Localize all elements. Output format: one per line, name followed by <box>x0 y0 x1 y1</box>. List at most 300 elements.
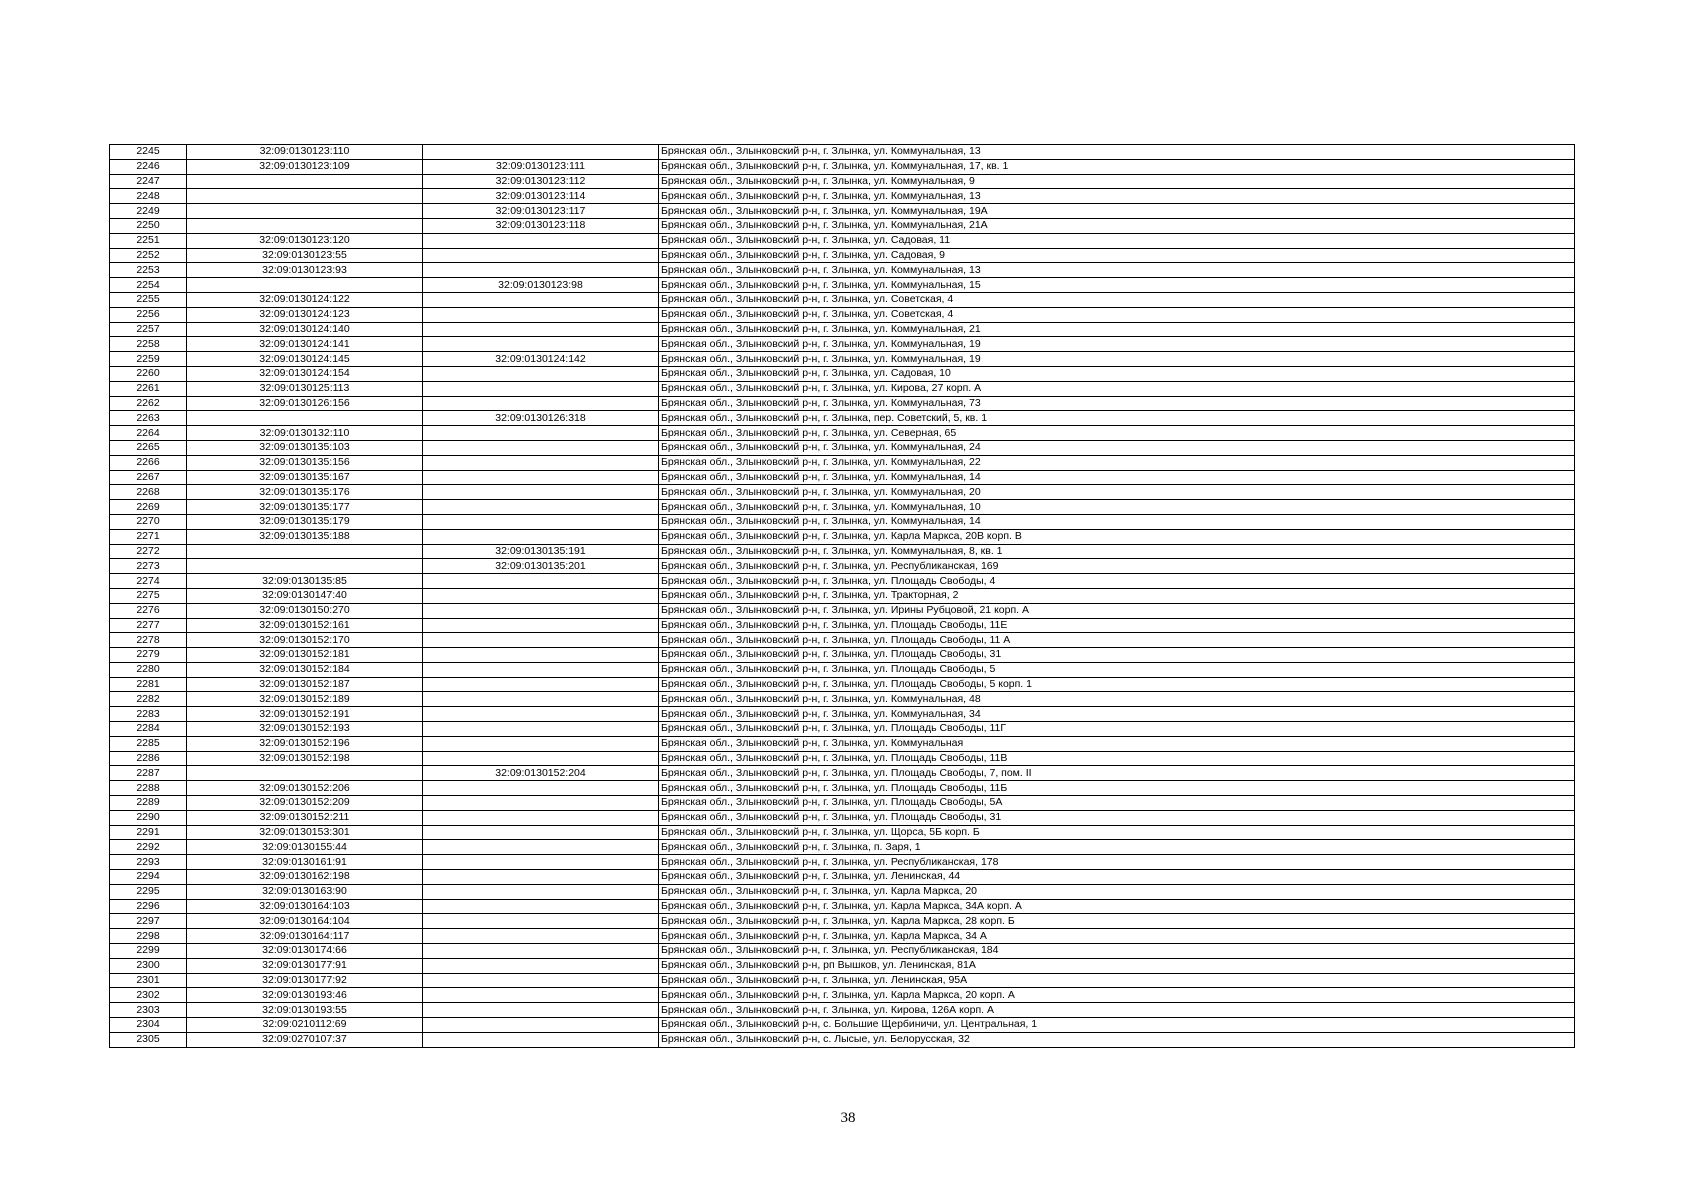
row-number-cell: 2271 <box>110 529 187 544</box>
row-number-cell: 2284 <box>110 722 187 737</box>
cadastral-number-cell: 32:09:0210112:69 <box>187 1018 423 1033</box>
row-number-cell: 2294 <box>110 870 187 885</box>
cadastral-number-cell: 32:09:0130163:90 <box>187 884 423 899</box>
row-number-cell: 2302 <box>110 988 187 1003</box>
related-cadastral-number-cell <box>423 751 659 766</box>
table-row <box>110 1003 1575 1018</box>
cadastral-number-cell: 32:09:0130152:206 <box>187 781 423 796</box>
related-cadastral-number-cell <box>423 914 659 929</box>
related-cadastral-number-cell <box>423 825 659 840</box>
table-row <box>110 884 1575 899</box>
row-number-cell: 2281 <box>110 677 187 692</box>
row-number-cell: 2246 <box>110 159 187 174</box>
address-cell: Брянская обл., Злынковский р-н, г. Злынка, ул. Тракторная, 2 <box>659 588 1575 603</box>
table-row <box>110 692 1575 707</box>
cadastral-number-cell: 32:09:0130135:85 <box>187 574 423 589</box>
address-cell: Брянская обл., Злынковский р-н, г. Злынка, ул. Советская, 4 <box>659 292 1575 307</box>
row-number-cell: 2250 <box>110 218 187 233</box>
address-cell: Брянская обл., Злынковский р-н, г. Злынка, ул. Площадь Свободы, 11Б <box>659 781 1575 796</box>
related-cadastral-number-cell <box>423 796 659 811</box>
cadastral-number-cell: 32:09:0130147:40 <box>187 588 423 603</box>
related-cadastral-number-cell: 32:09:0130123:98 <box>423 278 659 293</box>
address-cell: Брянская обл., Злынковский р-н, г. Злынка, ул. Коммунальная, 24 <box>659 440 1575 455</box>
table-row <box>110 500 1575 515</box>
address-cell: Брянская обл., Злынковский р-н, г. Злынка, ул. Ленинская, 44 <box>659 870 1575 885</box>
address-cell: Брянская обл., Злынковский р-н, г. Злынка, ул. Коммунальная, 34 <box>659 707 1575 722</box>
related-cadastral-number-cell <box>423 944 659 959</box>
row-number-cell: 2268 <box>110 485 187 500</box>
table-row <box>110 648 1575 663</box>
related-cadastral-number-cell <box>423 514 659 529</box>
related-cadastral-number-cell: 32:09:0130123:114 <box>423 189 659 204</box>
cadastral-number-cell: 32:09:0130153:301 <box>187 825 423 840</box>
cadastral-number-cell: 32:09:0130124:145 <box>187 352 423 367</box>
address-cell: Брянская обл., Злынковский р-н, г. Злынка, ул. Ирины Рубцовой, 21 корп. А <box>659 603 1575 618</box>
related-cadastral-number-cell <box>423 145 659 160</box>
row-number-cell: 2263 <box>110 411 187 426</box>
cadastral-number-cell: 32:09:0130164:103 <box>187 899 423 914</box>
address-cell: Брянская обл., Злынковский р-н, г. Злынка, ул. Ленинская, 95А <box>659 973 1575 988</box>
table-row <box>110 440 1575 455</box>
address-cell: Брянская обл., Злынковский р-н, г. Злынка, ул. Республиканская, 184 <box>659 944 1575 959</box>
address-cell: Брянская обл., Злынковский р-н, г. Злынка, ул. Щорса, 5Б корп. Б <box>659 825 1575 840</box>
related-cadastral-number-cell <box>423 1018 659 1033</box>
cadastral-number-cell: 32:09:0130124:141 <box>187 337 423 352</box>
address-cell: Брянская обл., Злынковский р-н, г. Злынка, ул. Коммунальная, 14 <box>659 470 1575 485</box>
table-row <box>110 278 1575 293</box>
cadastral-number-cell: 32:09:0130125:113 <box>187 381 423 396</box>
address-cell: Брянская обл., Злынковский р-н, г. Злынка, ул. Садовая, 10 <box>659 366 1575 381</box>
address-cell: Брянская обл., Злынковский р-н, г. Злынка, ул. Садовая, 9 <box>659 248 1575 263</box>
table-row <box>110 662 1575 677</box>
table-row <box>110 810 1575 825</box>
address-cell: Брянская обл., Злынковский р-н, г. Злынка, ул. Площадь Свободы, 11 А <box>659 633 1575 648</box>
table-row <box>110 396 1575 411</box>
address-cell: Брянская обл., Злынковский р-н, г. Злынка, ул. Коммунальная, 13 <box>659 263 1575 278</box>
table-row <box>110 559 1575 574</box>
cadastral-number-cell: 32:09:0130152:198 <box>187 751 423 766</box>
row-number-cell: 2266 <box>110 455 187 470</box>
row-number-cell: 2267 <box>110 470 187 485</box>
row-number-cell: 2248 <box>110 189 187 204</box>
address-cell: Брянская обл., Злынковский р-н, г. Злынка, ул. Коммунальная, 19 <box>659 337 1575 352</box>
table-row <box>110 588 1575 603</box>
registry-table <box>109 144 1575 1048</box>
table-row <box>110 322 1575 337</box>
row-number-cell: 2256 <box>110 307 187 322</box>
row-number-cell: 2274 <box>110 574 187 589</box>
related-cadastral-number-cell <box>423 574 659 589</box>
cadastral-number-cell <box>187 204 423 219</box>
table-row <box>110 633 1575 648</box>
table-row <box>110 796 1575 811</box>
cadastral-number-cell: 32:09:0130152:209 <box>187 796 423 811</box>
row-number-cell: 2291 <box>110 825 187 840</box>
table-row <box>110 825 1575 840</box>
table-row <box>110 840 1575 855</box>
address-cell: Брянская обл., Злынковский р-н, г. Злынка, ул. Коммунальная, 73 <box>659 396 1575 411</box>
row-number-cell: 2285 <box>110 736 187 751</box>
address-cell: Брянская обл., Злынковский р-н, г. Злынка, ул. Коммунальная, 13 <box>659 189 1575 204</box>
cadastral-number-cell: 32:09:0130135:177 <box>187 500 423 515</box>
cadastral-number-cell: 32:09:0130123:109 <box>187 159 423 174</box>
related-cadastral-number-cell <box>423 381 659 396</box>
row-number-cell: 2273 <box>110 559 187 574</box>
cadastral-number-cell: 32:09:0130124:123 <box>187 307 423 322</box>
related-cadastral-number-cell <box>423 233 659 248</box>
cadastral-number-cell: 32:09:0130135:176 <box>187 485 423 500</box>
address-cell: Брянская обл., Злынковский р-н, г. Злынка, ул. Коммунальная, 10 <box>659 500 1575 515</box>
row-number-cell: 2269 <box>110 500 187 515</box>
table-row <box>110 544 1575 559</box>
row-number-cell: 2255 <box>110 292 187 307</box>
address-cell: Брянская обл., Злынковский р-н, рп Вышков, ул. Ленинская, 81А <box>659 958 1575 973</box>
cadastral-number-cell: 32:09:0130135:103 <box>187 440 423 455</box>
address-cell: Брянская обл., Злынковский р-н, г. Злынка, ул. Коммунальная, 19 <box>659 352 1575 367</box>
table-row <box>110 248 1575 263</box>
address-cell: Брянская обл., Злынковский р-н, г. Злынка, ул. Кирова, 126А корп. А <box>659 1003 1575 1018</box>
related-cadastral-number-cell <box>423 455 659 470</box>
cadastral-number-cell: 32:09:0130124:154 <box>187 366 423 381</box>
table-row <box>110 352 1575 367</box>
related-cadastral-number-cell: 32:09:0130123:117 <box>423 204 659 219</box>
table-row <box>110 929 1575 944</box>
row-number-cell: 2247 <box>110 174 187 189</box>
address-cell: Брянская обл., Злынковский р-н, г. Злынка, ул. Карла Маркса, 28 корп. Б <box>659 914 1575 929</box>
cadastral-number-cell: 32:09:0270107:37 <box>187 1032 423 1047</box>
table-row <box>110 529 1575 544</box>
address-cell: Брянская обл., Злынковский р-н, г. Злынка, ул. Карла Маркса, 20 корп. А <box>659 988 1575 1003</box>
cadastral-number-cell: 32:09:0130162:198 <box>187 870 423 885</box>
cadastral-number-cell: 32:09:0130152:211 <box>187 810 423 825</box>
table-row <box>110 574 1575 589</box>
related-cadastral-number-cell <box>423 603 659 618</box>
related-cadastral-number-cell: 32:09:0130126:318 <box>423 411 659 426</box>
cadastral-number-cell: 32:09:0130164:104 <box>187 914 423 929</box>
row-number-cell: 2265 <box>110 440 187 455</box>
address-cell: Брянская обл., Злынковский р-н, г. Злынка, ул. Площадь Свободы, 7, пом. II <box>659 766 1575 781</box>
related-cadastral-number-cell <box>423 662 659 677</box>
address-cell: Брянская обл., Злынковский р-н, г. Злынка, ул. Коммунальная, 17, кв. 1 <box>659 159 1575 174</box>
address-cell: Брянская обл., Злынковский р-н, г. Злынка, ул. Коммунальная, 15 <box>659 278 1575 293</box>
table-row <box>110 766 1575 781</box>
table-row <box>110 1032 1575 1047</box>
address-cell: Брянская обл., Злынковский р-н, г. Злынка, ул. Карла Маркса, 34А корп. А <box>659 899 1575 914</box>
related-cadastral-number-cell: 32:09:0130152:204 <box>423 766 659 781</box>
table-row <box>110 485 1575 500</box>
address-cell: Брянская обл., Злынковский р-н, г. Злынка, ул. Коммунальная, 13 <box>659 145 1575 160</box>
table-row <box>110 455 1575 470</box>
related-cadastral-number-cell <box>423 929 659 944</box>
row-number-cell: 2258 <box>110 337 187 352</box>
row-number-cell: 2292 <box>110 840 187 855</box>
table-row <box>110 514 1575 529</box>
table-row <box>110 603 1575 618</box>
cadastral-number-cell: 32:09:0130123:120 <box>187 233 423 248</box>
address-cell: Брянская обл., Злынковский р-н, г. Злынка, ул. Кирова, 27 корп. А <box>659 381 1575 396</box>
row-number-cell: 2299 <box>110 944 187 959</box>
table-row <box>110 988 1575 1003</box>
address-cell: Брянская обл., Злынковский р-н, г. Злынка, ул. Советская, 4 <box>659 307 1575 322</box>
table-row <box>110 426 1575 441</box>
table-row <box>110 870 1575 885</box>
row-number-cell: 2287 <box>110 766 187 781</box>
address-cell: Брянская обл., Злынковский р-н, г. Злынка, ул. Коммунальная, 19А <box>659 204 1575 219</box>
cadastral-number-cell: 32:09:0130126:156 <box>187 396 423 411</box>
address-cell: Брянская обл., Злынковский р-н, г. Злынка, ул. Карла Маркса, 20 <box>659 884 1575 899</box>
cadastral-number-cell: 32:09:0130152:181 <box>187 648 423 663</box>
related-cadastral-number-cell <box>423 485 659 500</box>
address-cell: Брянская обл., Злынковский р-н, г. Злынка, ул. Садовая, 11 <box>659 233 1575 248</box>
cadastral-number-cell: 32:09:0130152:161 <box>187 618 423 633</box>
address-cell: Брянская обл., Злынковский р-н, г. Злынка, ул. Площадь Свободы, 11Г <box>659 722 1575 737</box>
address-cell: Брянская обл., Злынковский р-н, г. Злынка, ул. Площадь Свободы, 5 корп. 1 <box>659 677 1575 692</box>
address-cell: Брянская обл., Злынковский р-н, г. Злынка, ул. Северная, 65 <box>659 426 1575 441</box>
address-cell: Брянская обл., Злынковский р-н, г. Злынка, ул. Карла Маркса, 20В корп. В <box>659 529 1575 544</box>
related-cadastral-number-cell: 32:09:0130123:118 <box>423 218 659 233</box>
address-cell: Брянская обл., Злынковский р-н, г. Злынка, ул. Площадь Свободы, 11В <box>659 751 1575 766</box>
related-cadastral-number-cell <box>423 648 659 663</box>
related-cadastral-number-cell <box>423 322 659 337</box>
registry-table-body <box>110 145 1575 1048</box>
address-cell: Брянская обл., Злынковский р-н, с. Лысые, ул. Белорусская, 32 <box>659 1032 1575 1047</box>
related-cadastral-number-cell <box>423 1032 659 1047</box>
address-cell: Брянская обл., Злынковский р-н, г. Злынка, ул. Площадь Свободы, 31 <box>659 648 1575 663</box>
address-cell: Брянская обл., Злынковский р-н, г. Злынка, ул. Коммунальная, 20 <box>659 485 1575 500</box>
cadastral-number-cell: 32:09:0130132:110 <box>187 426 423 441</box>
related-cadastral-number-cell <box>423 529 659 544</box>
cadastral-number-cell <box>187 174 423 189</box>
cadastral-number-cell: 32:09:0130177:91 <box>187 958 423 973</box>
table-row <box>110 159 1575 174</box>
address-cell: Брянская обл., Злынковский р-н, г. Злынка, ул. Коммунальная <box>659 736 1575 751</box>
row-number-cell: 2278 <box>110 633 187 648</box>
related-cadastral-number-cell <box>423 840 659 855</box>
row-number-cell: 2303 <box>110 1003 187 1018</box>
row-number-cell: 2262 <box>110 396 187 411</box>
table-row <box>110 973 1575 988</box>
address-cell: Брянская обл., Злынковский р-н, г. Злынка, пер. Советский, 5, кв. 1 <box>659 411 1575 426</box>
address-cell: Брянская обл., Злынковский р-н, г. Злынка, п. Заря, 1 <box>659 840 1575 855</box>
address-cell: Брянская обл., Злынковский р-н, г. Злынка, ул. Коммунальная, 48 <box>659 692 1575 707</box>
address-cell: Брянская обл., Злынковский р-н, г. Злынка, ул. Коммунальная, 21 <box>659 322 1575 337</box>
table-row <box>110 781 1575 796</box>
row-number-cell: 2279 <box>110 648 187 663</box>
related-cadastral-number-cell: 32:09:0130135:191 <box>423 544 659 559</box>
table-row <box>110 618 1575 633</box>
address-cell: Брянская обл., Злынковский р-н, г. Злынка, ул. Коммунальная, 9 <box>659 174 1575 189</box>
related-cadastral-number-cell <box>423 618 659 633</box>
table-row <box>110 722 1575 737</box>
table-row <box>110 707 1575 722</box>
related-cadastral-number-cell <box>423 870 659 885</box>
row-number-cell: 2289 <box>110 796 187 811</box>
row-number-cell: 2282 <box>110 692 187 707</box>
table-row <box>110 736 1575 751</box>
address-cell: Брянская обл., Злынковский р-н, г. Злынка, ул. Коммунальная, 21А <box>659 218 1575 233</box>
row-number-cell: 2261 <box>110 381 187 396</box>
address-cell: Брянская обл., Злынковский р-н, г. Злынка, ул. Площадь Свободы, 5А <box>659 796 1575 811</box>
row-number-cell: 2305 <box>110 1032 187 1047</box>
row-number-cell: 2301 <box>110 973 187 988</box>
row-number-cell: 2253 <box>110 263 187 278</box>
cadastral-number-cell: 32:09:0130193:46 <box>187 988 423 1003</box>
related-cadastral-number-cell <box>423 1003 659 1018</box>
cadastral-number-cell: 32:09:0130152:184 <box>187 662 423 677</box>
address-cell: Брянская обл., Злынковский р-н, г. Злынка, ул. Коммунальная, 22 <box>659 455 1575 470</box>
table-row <box>110 337 1575 352</box>
cadastral-number-cell <box>187 278 423 293</box>
row-number-cell: 2276 <box>110 603 187 618</box>
row-number-cell: 2260 <box>110 366 187 381</box>
related-cadastral-number-cell: 32:09:0130124:142 <box>423 352 659 367</box>
cadastral-number-cell: 32:09:0130161:91 <box>187 855 423 870</box>
row-number-cell: 2297 <box>110 914 187 929</box>
row-number-cell: 2254 <box>110 278 187 293</box>
row-number-cell: 2293 <box>110 855 187 870</box>
cadastral-number-cell: 32:09:0130152:196 <box>187 736 423 751</box>
cadastral-number-cell: 32:09:0130150:270 <box>187 603 423 618</box>
cadastral-number-cell <box>187 766 423 781</box>
cadastral-number-cell <box>187 559 423 574</box>
related-cadastral-number-cell <box>423 736 659 751</box>
table-row <box>110 366 1575 381</box>
cadastral-number-cell: 32:09:0130152:193 <box>187 722 423 737</box>
related-cadastral-number-cell <box>423 899 659 914</box>
cadastral-number-cell <box>187 411 423 426</box>
cadastral-number-cell: 32:09:0130164:117 <box>187 929 423 944</box>
table-row <box>110 263 1575 278</box>
row-number-cell: 2298 <box>110 929 187 944</box>
related-cadastral-number-cell <box>423 263 659 278</box>
address-cell: Брянская обл., Злынковский р-н, г. Злынка, ул. Площадь Свободы, 11Е <box>659 618 1575 633</box>
cadastral-number-cell: 32:09:0130152:170 <box>187 633 423 648</box>
address-cell: Брянская обл., Злынковский р-н, с. Большие Щербиничи, ул. Центральная, 1 <box>659 1018 1575 1033</box>
related-cadastral-number-cell <box>423 426 659 441</box>
table-row <box>110 944 1575 959</box>
address-cell: Брянская обл., Злынковский р-н, г. Злынка, ул. Карла Маркса, 34 А <box>659 929 1575 944</box>
cadastral-number-cell: 32:09:0130124:140 <box>187 322 423 337</box>
related-cadastral-number-cell <box>423 470 659 485</box>
related-cadastral-number-cell <box>423 707 659 722</box>
row-number-cell: 2251 <box>110 233 187 248</box>
cadastral-number-cell: 32:09:0130193:55 <box>187 1003 423 1018</box>
address-cell: Брянская обл., Злынковский р-н, г. Злынка, ул. Коммунальная, 14 <box>659 514 1575 529</box>
row-number-cell: 2286 <box>110 751 187 766</box>
cadastral-number-cell: 32:09:0130174:66 <box>187 944 423 959</box>
address-cell: Брянская обл., Злынковский р-н, г. Злынка, ул. Республиканская, 169 <box>659 559 1575 574</box>
table-row <box>110 677 1575 692</box>
table-row <box>110 899 1575 914</box>
related-cadastral-number-cell <box>423 692 659 707</box>
cadastral-number-cell: 32:09:0130152:189 <box>187 692 423 707</box>
related-cadastral-number-cell <box>423 855 659 870</box>
cadastral-number-cell: 32:09:0130152:191 <box>187 707 423 722</box>
table-row <box>110 145 1575 160</box>
related-cadastral-number-cell <box>423 307 659 322</box>
related-cadastral-number-cell <box>423 292 659 307</box>
page-number: 38 <box>840 1110 856 1126</box>
cadastral-number-cell: 32:09:0130123:110 <box>187 145 423 160</box>
related-cadastral-number-cell <box>423 988 659 1003</box>
table-row <box>110 958 1575 973</box>
cadastral-number-cell: 32:09:0130177:92 <box>187 973 423 988</box>
related-cadastral-number-cell: 32:09:0130123:111 <box>423 159 659 174</box>
table-row <box>110 1018 1575 1033</box>
row-number-cell: 2249 <box>110 204 187 219</box>
row-number-cell: 2290 <box>110 810 187 825</box>
table-row <box>110 174 1575 189</box>
row-number-cell: 2252 <box>110 248 187 263</box>
row-number-cell: 2304 <box>110 1018 187 1033</box>
cadastral-number-cell: 32:09:0130135:188 <box>187 529 423 544</box>
cadastral-number-cell: 32:09:0130155:44 <box>187 840 423 855</box>
address-cell: Брянская обл., Злынковский р-н, г. Злынка, ул. Коммунальная, 8, кв. 1 <box>659 544 1575 559</box>
table-row <box>110 233 1575 248</box>
cadastral-number-cell: 32:09:0130135:167 <box>187 470 423 485</box>
table-row <box>110 470 1575 485</box>
table-row <box>110 855 1575 870</box>
related-cadastral-number-cell <box>423 337 659 352</box>
related-cadastral-number-cell <box>423 884 659 899</box>
cadastral-number-cell: 32:09:0130124:122 <box>187 292 423 307</box>
related-cadastral-number-cell <box>423 973 659 988</box>
table-row <box>110 189 1575 204</box>
cadastral-number-cell: 32:09:0130123:93 <box>187 263 423 278</box>
table-row <box>110 751 1575 766</box>
row-number-cell: 2272 <box>110 544 187 559</box>
related-cadastral-number-cell <box>423 500 659 515</box>
row-number-cell: 2245 <box>110 145 187 160</box>
table-row <box>110 381 1575 396</box>
cadastral-number-cell <box>187 218 423 233</box>
related-cadastral-number-cell <box>423 366 659 381</box>
table-row <box>110 218 1575 233</box>
row-number-cell: 2295 <box>110 884 187 899</box>
cadastral-number-cell: 32:09:0130152:187 <box>187 677 423 692</box>
cadastral-number-cell: 32:09:0130135:156 <box>187 455 423 470</box>
related-cadastral-number-cell <box>423 781 659 796</box>
related-cadastral-number-cell <box>423 396 659 411</box>
row-number-cell: 2275 <box>110 588 187 603</box>
related-cadastral-number-cell <box>423 958 659 973</box>
table-row <box>110 292 1575 307</box>
related-cadastral-number-cell <box>423 810 659 825</box>
related-cadastral-number-cell <box>423 248 659 263</box>
address-cell: Брянская обл., Злынковский р-н, г. Злынка, ул. Республиканская, 178 <box>659 855 1575 870</box>
related-cadastral-number-cell: 32:09:0130123:112 <box>423 174 659 189</box>
related-cadastral-number-cell <box>423 633 659 648</box>
row-number-cell: 2288 <box>110 781 187 796</box>
related-cadastral-number-cell: 32:09:0130135:201 <box>423 559 659 574</box>
related-cadastral-number-cell <box>423 588 659 603</box>
row-number-cell: 2270 <box>110 514 187 529</box>
table-row <box>110 307 1575 322</box>
related-cadastral-number-cell <box>423 677 659 692</box>
cadastral-number-cell: 32:09:0130135:179 <box>187 514 423 529</box>
row-number-cell: 2283 <box>110 707 187 722</box>
address-cell: Брянская обл., Злынковский р-н, г. Злынка, ул. Площадь Свободы, 4 <box>659 574 1575 589</box>
address-cell: Брянская обл., Злынковский р-н, г. Злынка, ул. Площадь Свободы, 31 <box>659 810 1575 825</box>
cadastral-number-cell <box>187 189 423 204</box>
cadastral-number-cell: 32:09:0130123:55 <box>187 248 423 263</box>
table-row <box>110 914 1575 929</box>
cadastral-number-cell <box>187 544 423 559</box>
table-row <box>110 204 1575 219</box>
table-row <box>110 411 1575 426</box>
row-number-cell: 2259 <box>110 352 187 367</box>
row-number-cell: 2296 <box>110 899 187 914</box>
